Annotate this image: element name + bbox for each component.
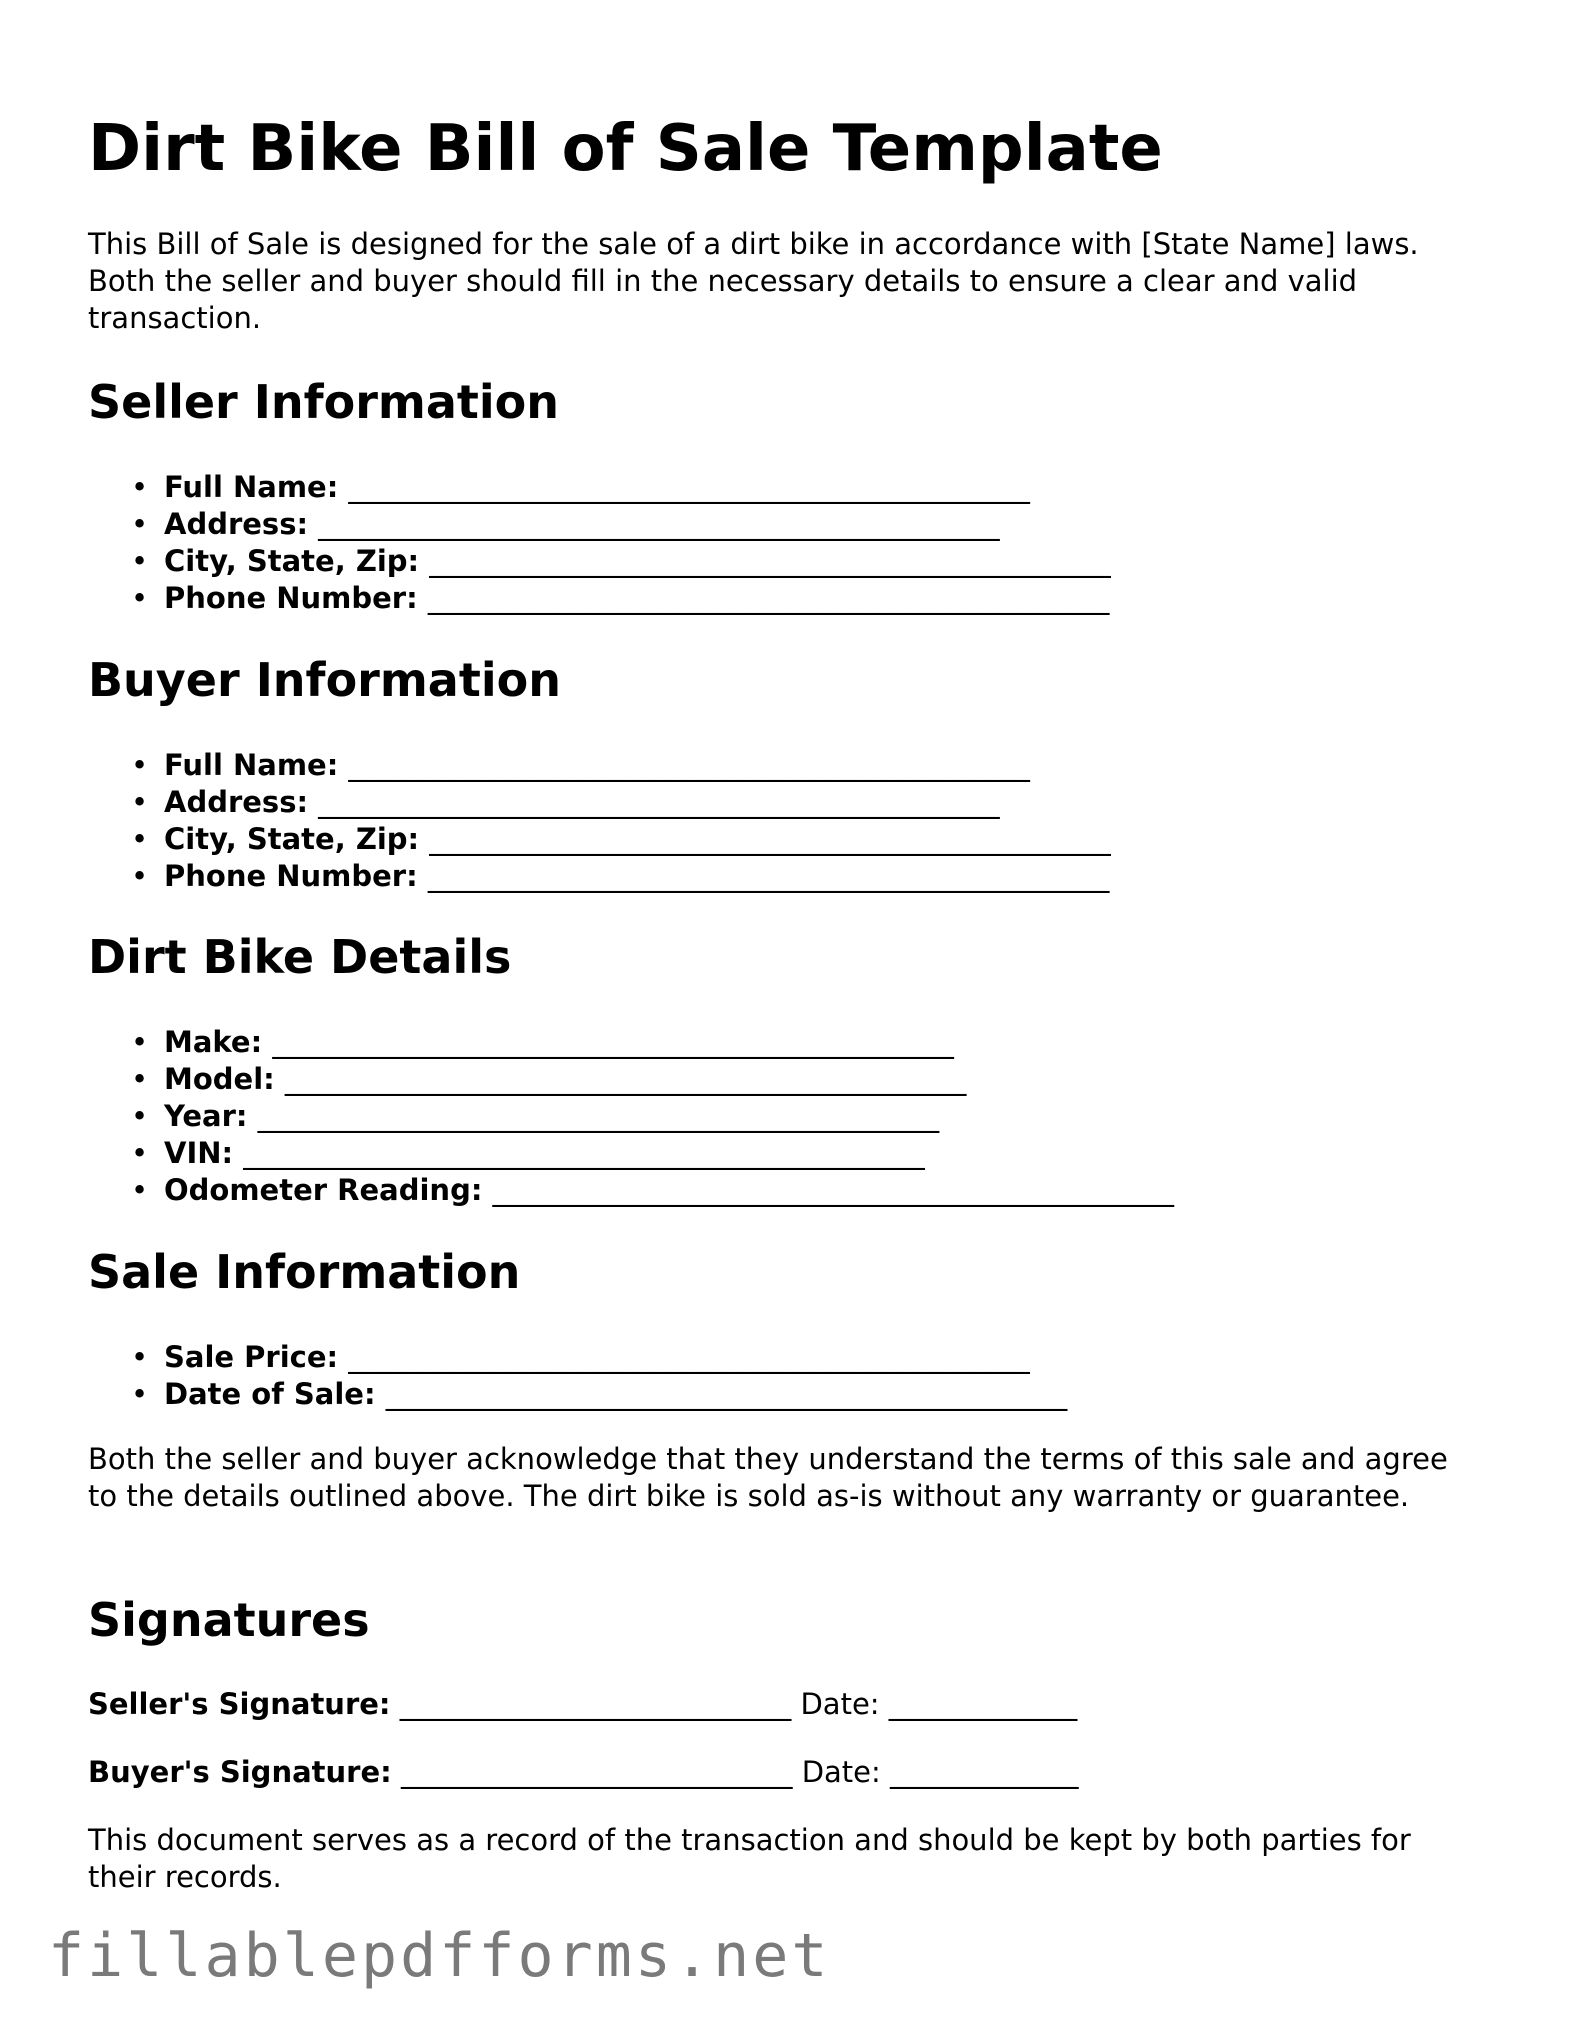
buyer-heading: Buyer Information: [88, 653, 561, 707]
seller-full-name-field[interactable]: • Full Name: _______________________________________________: [88, 469, 1111, 506]
buyer-address-field[interactable]: • Address: _______________________________________________: [88, 784, 1111, 821]
signatures-heading: Signatures: [88, 1593, 370, 1647]
buyer-signature-blank: ___________________________: [400, 1755, 793, 1789]
buyer-signature-label: Buyer's Signature:: [88, 1755, 392, 1789]
bike-fields: [88, 1024, 1174, 1209]
intro-paragraph: This Bill of Sale is designed for the sale of a dirt bike in accordance with [State Name] laws. Both the seller and buyer should fill in the necessary details to ensure a clear and valid transaction.: [88, 227, 1419, 335]
sale-fields: [88, 1339, 1067, 1413]
seller-signature-line[interactable]: [88, 1686, 1077, 1723]
bike-heading: Dirt Bike Details: [88, 930, 512, 984]
seller-signature-label: Seller's Signature:: [88, 1687, 391, 1721]
acknowledgement-paragraph: Both the seller and buyer acknowledge that they understand the terms of this sale and agree to the details outlined above. The dirt bike is sold as-is without any warranty or guarantee.: [88, 1442, 1448, 1513]
seller-address-field[interactable]: • Address: _______________________________________________: [88, 506, 1111, 543]
bike-make-field[interactable]: • Make: _______________________________________________: [88, 1024, 1174, 1061]
watermark: fillablepdfforms.net: [48, 1921, 831, 1991]
buyer-city-state-zip-field[interactable]: • City, State, Zip: _______________________________________________: [88, 821, 1111, 858]
seller-date-blank: _____________: [888, 1687, 1078, 1721]
buyer-fields: [88, 747, 1111, 895]
seller-signature-blank: ___________________________: [399, 1687, 792, 1721]
seller-date-label: Date:: [800, 1687, 880, 1721]
seller-phone-field[interactable]: • Phone Number: _______________________________________________: [88, 580, 1111, 617]
buyer-signature-line[interactable]: [88, 1754, 1079, 1791]
sale-date-field[interactable]: • Date of Sale: _______________________________________________: [88, 1376, 1067, 1413]
seller-fields: [88, 469, 1111, 617]
sale-price-field[interactable]: • Sale Price: _______________________________________________: [88, 1339, 1067, 1376]
buyer-full-name-field[interactable]: • Full Name: _______________________________________________: [88, 747, 1111, 784]
bike-odometer-field[interactable]: • Odometer Reading: _______________________________________________: [88, 1172, 1174, 1209]
bike-model-field[interactable]: • Model: _______________________________________________: [88, 1061, 1174, 1098]
bike-vin-field[interactable]: • VIN: _______________________________________________: [88, 1135, 1174, 1172]
seller-city-state-zip-field[interactable]: • City, State, Zip: _______________________________________________: [88, 543, 1111, 580]
buyer-date-label: Date:: [801, 1755, 881, 1789]
bike-year-field[interactable]: • Year: _______________________________________________: [88, 1098, 1174, 1135]
page-title: Dirt Bike Bill of Sale Template: [88, 112, 1163, 186]
sale-heading: Sale Information: [88, 1245, 521, 1299]
seller-heading: Seller Information: [88, 375, 560, 429]
closing-paragraph: This document serves as a record of the transaction and should be kept by both parties for their records.: [88, 1823, 1411, 1894]
buyer-phone-field[interactable]: • Phone Number: _______________________________________________: [88, 858, 1111, 895]
buyer-date-blank: _____________: [890, 1755, 1079, 1789]
